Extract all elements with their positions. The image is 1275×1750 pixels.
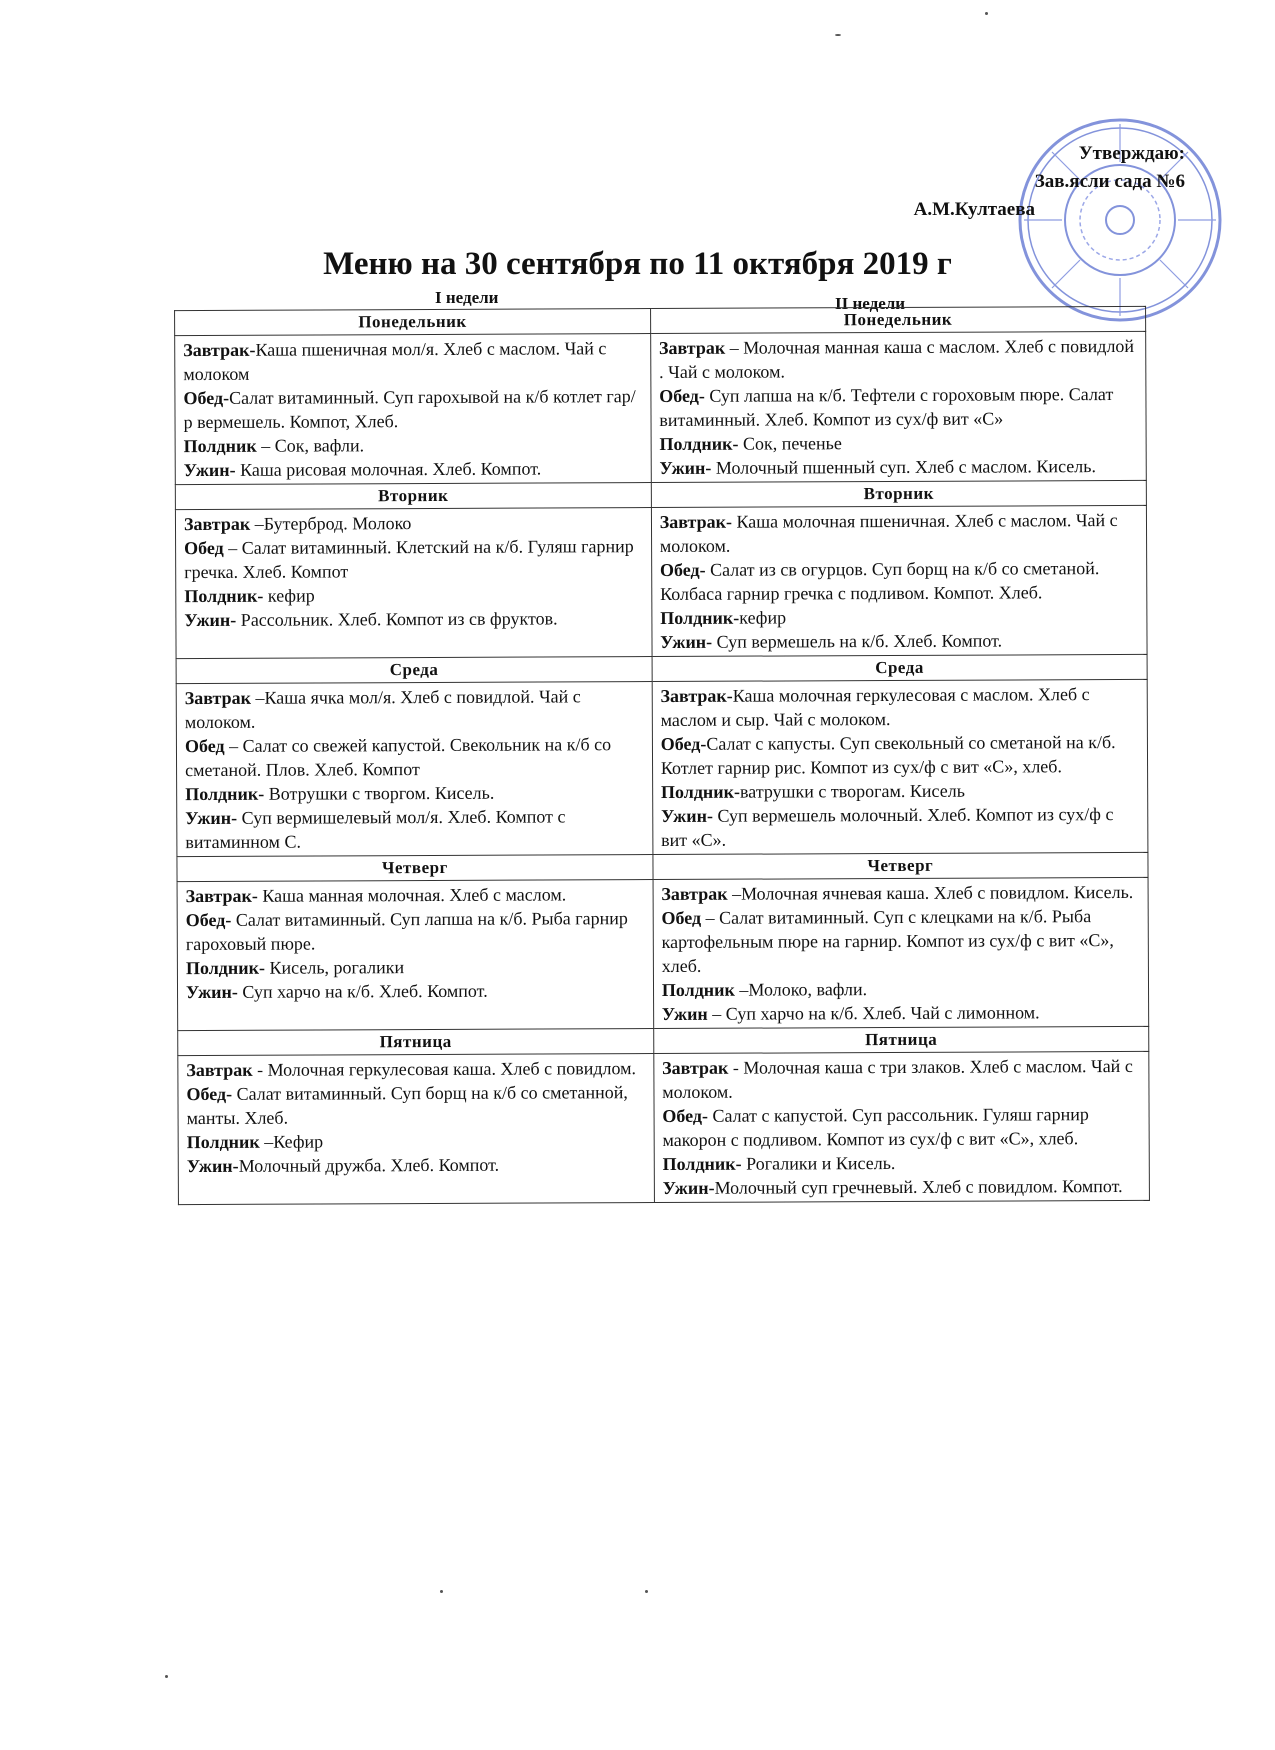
day-name-week-2: Среда <box>652 654 1147 681</box>
menu-cell-week2 <box>652 679 1148 854</box>
meal-text: – Сок, вафли. <box>256 435 365 456</box>
week-1-label: I недели <box>435 288 499 307</box>
meal-text: Салат витаминный. Суп борщ на к/б со сметанной, манты. Хлеб. <box>186 1082 628 1129</box>
meal-label: Обед- <box>186 1083 233 1105</box>
meal-entry <box>663 1150 1141 1176</box>
meal-entry <box>186 978 645 1004</box>
meal-entry <box>184 432 643 458</box>
day-menu-row <box>175 505 1147 658</box>
meal-label: Обед <box>184 735 225 757</box>
menu-table <box>174 306 1150 1205</box>
meal-label: Полдник <box>183 435 257 457</box>
meal-text: Молочный дружба. Хлеб. Компот. <box>238 1154 500 1176</box>
meal-text: Каша пшеничная мол/я. Хлеб с маслом. Чай с молоком <box>183 338 607 385</box>
meal-label: Ужин- <box>185 981 238 1003</box>
meal-entry <box>185 684 644 734</box>
meal-entry <box>659 454 1137 480</box>
meal-label: Ужин- <box>661 805 713 827</box>
day-name-week-2: Четверг <box>653 852 1148 879</box>
meal-text: – Молочная манная каша с маслом. Хлеб с повидлой . Чай с молоком. <box>659 335 1135 383</box>
meal-text: Суп вермешель на к/б. Хлеб. Компот. <box>712 630 1003 652</box>
meal-entry <box>187 1128 646 1154</box>
menu-cell-week2 <box>650 331 1146 482</box>
meal-entry <box>186 882 645 908</box>
meal-label: Полдник- <box>185 783 265 805</box>
meal-label: Завтрак- <box>659 511 733 533</box>
meal-entry <box>187 1152 646 1178</box>
meal-text: кефир <box>739 607 787 628</box>
meal-text: Вотрушки с творгом. Кисель. <box>264 782 495 804</box>
meal-label: Полдник <box>186 1131 260 1153</box>
meal-label: Ужин- <box>659 457 712 479</box>
meal-entry <box>661 802 1139 852</box>
meal-entry <box>183 384 642 434</box>
scan-speck <box>440 1590 443 1593</box>
meal-label: Завтрак <box>183 513 251 535</box>
meal-label: Завтрак- <box>183 339 256 361</box>
meal-label: Полдник- <box>184 585 264 607</box>
meal-label: Ужин- <box>185 807 238 829</box>
meal-label: Завтрак <box>661 883 728 905</box>
meal-entry <box>661 880 1139 906</box>
scan-speck <box>645 1590 648 1593</box>
meal-label: Полдник- <box>660 607 740 629</box>
meal-entry <box>186 906 645 956</box>
menu-cell-week2 <box>651 505 1147 656</box>
meal-text: Суп вермишелевый мол/я. Хлеб. Компот с витаминном С. <box>185 806 566 853</box>
meal-text: кефир <box>263 585 315 606</box>
menu-cell-week1 <box>175 508 651 659</box>
meal-entry <box>663 1174 1141 1200</box>
meal-text: Салат с капустой. Суп рассольник. Гуляш гарнир макорон с подливом. Компот из сух/ф с вит «С», хлеб. <box>662 1104 1089 1151</box>
day-menu-row <box>176 679 1148 856</box>
day-name-week-2: Пятница <box>653 1026 1148 1053</box>
meal-text: –Молочная ячневая каша. Хлеб с повидлом. Кисель. <box>727 881 1134 904</box>
meal-label: Ужин- <box>183 459 236 481</box>
meal-text: Салат витаминный. Суп гарохывой на к/б котлет гар/р вермешель. Компот, Хлеб. <box>183 386 636 433</box>
meal-text: Салат витаминный. Суп лапша на к/б. Рыба гарнир гароховый пюре. <box>185 908 628 955</box>
meal-text: Рогалики и Кисель. <box>741 1152 896 1174</box>
meal-entry <box>659 334 1137 384</box>
approval-position: Зав.ясли сада №6 <box>1034 171 1185 192</box>
day-name-week-2: Понедельник <box>650 306 1145 333</box>
meal-label: Завтрак- <box>660 685 733 707</box>
meal-label: Обед <box>184 537 224 559</box>
day-name-week-1: Пятница <box>178 1029 654 1056</box>
meal-label: Обед <box>661 907 702 929</box>
meal-text: Кисель, рогалики <box>264 957 405 978</box>
meal-text: – Салат витаминный. Клетский на к/б. Гуляш гарнир гречка. Хлеб. Компот <box>184 536 634 583</box>
meal-entry <box>662 1102 1140 1152</box>
scan-speck <box>165 1675 168 1678</box>
day-name-week-1: Вторник <box>175 483 651 510</box>
menu-cell-week1 <box>178 1054 654 1205</box>
day-name-week-1: Среда <box>176 657 652 684</box>
meal-label: Завтрак <box>186 1059 253 1081</box>
approval-signatory: А.М.Култаева <box>913 199 1035 220</box>
meal-text: Сок, печенье <box>738 433 842 454</box>
menu-cell-week2 <box>653 877 1149 1028</box>
meal-text: ватрушки с творогам. Кисель <box>739 780 965 802</box>
meal-entry <box>660 508 1138 558</box>
meal-text: Салат с капусты. Суп свекольный со сметаной на к/б. Котлет гарнир рис. Компот из сух/ф с вит «С», хлеб. <box>660 732 1116 779</box>
meal-label: Ужин <box>661 1003 708 1025</box>
meal-text: Салат из св огурцов. Суп борщ на к/б со сметаной. Колбаса гарнир гречка с подливом. Компот. Хлеб. <box>660 558 1100 605</box>
meal-entry <box>185 780 644 806</box>
day-name-week-1: Четверг <box>177 855 653 882</box>
meal-entry <box>184 606 643 632</box>
meal-text: –Молоко, вафли. <box>734 979 868 1000</box>
meal-entry <box>662 1054 1140 1104</box>
meal-entry <box>185 804 644 854</box>
meal-text: Суп вермешель молочный. Хлеб. Компот из сух/ф с вит «С». <box>661 804 1114 851</box>
meal-label: Обед- <box>662 1105 709 1127</box>
meal-entry <box>184 534 643 584</box>
day-menu-row <box>175 331 1147 484</box>
meal-label: Обед- <box>659 385 705 407</box>
meal-entry <box>661 730 1139 780</box>
meal-entry <box>659 382 1137 432</box>
meal-text: - Молочная каша с три злаков. Хлеб с маслом. Чай с молоком. <box>662 1055 1133 1103</box>
meal-text: Каша молочная пшеничная. Хлеб с маслом. Чай с молоком. <box>659 510 1118 557</box>
meal-entry <box>184 510 643 536</box>
scan-speck <box>985 12 988 15</box>
meal-entry <box>660 682 1138 732</box>
approval-block <box>914 140 1185 224</box>
meal-text: Суп лапша на к/б. Тефтели с гороховым пюре. Салат витаминный. Хлеб. Компот из сух/ф вит «С» <box>659 384 1114 431</box>
meal-text: – Салат витаминный. Суп с клецками на к/б. Рыба картофельным пюре на гарнир. Компот из сух/ф с вит «С», хлеб. <box>661 906 1114 977</box>
meal-label: Завтрак <box>184 687 252 709</box>
meal-text: –Кефир <box>259 1131 324 1152</box>
meal-entry <box>183 336 642 386</box>
meal-entry <box>186 1056 645 1082</box>
menu-cell-week1 <box>177 880 653 1031</box>
meal-text: Каша молочная геркулесовая с маслом. Хлеб с маслом и сыр. Чай с молоком. <box>660 684 1090 731</box>
meal-text: Суп харчо на к/б. Хлеб. Компот. <box>237 980 488 1002</box>
meal-entry <box>660 556 1138 606</box>
meal-label: Завтрак- <box>185 885 258 907</box>
day-menu-row <box>178 1051 1150 1204</box>
meal-label: Полдник- <box>662 1153 742 1175</box>
meal-text: - Молочная геркулесовая каша. Хлеб с повидлом. <box>252 1058 637 1080</box>
day-name-week-2: Вторник <box>651 480 1146 507</box>
meal-entry <box>186 1080 645 1130</box>
menu-cell-week1 <box>176 682 653 857</box>
meal-text: –Каша ячка мол/я. Хлеб с повидлой. Чай с молоком. <box>184 686 581 733</box>
meal-entry <box>661 904 1140 978</box>
meal-entry <box>184 582 643 608</box>
meal-label: Обед- <box>185 909 232 931</box>
meal-text: Каша рисовая молочная. Хлеб. Компот. <box>235 458 542 480</box>
meal-text: Каша манная молочная. Хлеб с маслом. <box>257 884 567 906</box>
approval-heading: Утверждаю: <box>1078 143 1185 164</box>
menu-cell-week1 <box>175 334 651 485</box>
meal-text: – Суп харчо на к/б. Хлеб. Чай с лимонном. <box>707 1002 1040 1024</box>
menu-cell-week2 <box>654 1051 1150 1202</box>
meal-label: Ужин- <box>662 1177 715 1199</box>
meal-entry <box>186 954 645 980</box>
week-2-label: II недели <box>835 294 906 313</box>
meal-label: Завтрак <box>662 1057 729 1079</box>
meal-label: Завтрак <box>658 337 726 359</box>
meal-label: Ужин- <box>660 631 713 653</box>
meal-text: Рассольник. Хлеб. Компот из св фруктов. <box>236 608 558 630</box>
meal-text: – Салат со свежей капустой. Свекольник на к/б со сметаной. Плов. Хлеб. Компот <box>185 734 612 781</box>
meal-entry <box>660 604 1138 630</box>
meal-label: Ужин- <box>184 609 237 631</box>
meal-label: Полдник- <box>660 781 741 803</box>
meal-label: Полдник <box>661 979 735 1001</box>
meal-label: Полдник- <box>659 433 739 455</box>
meal-text: Молочный пшенный суп. Хлеб с маслом. Кисель. <box>711 456 1096 478</box>
meal-text: –Бутерброд. Молоко <box>250 513 412 534</box>
day-menu-row <box>177 877 1149 1030</box>
meal-entry <box>184 456 643 482</box>
meal-entry <box>659 430 1137 456</box>
meal-label: Обед- <box>659 559 706 581</box>
meal-text: Молочный суп гречневый. Хлеб с повидлом. Компот. <box>714 1175 1123 1198</box>
meal-entry <box>662 976 1140 1002</box>
day-name-week-1: Понедельник <box>175 309 651 336</box>
page-title: Меню на 30 сентября по 11 октября 2019 г <box>323 246 952 282</box>
meal-entry <box>661 778 1139 804</box>
meal-label: Полдник- <box>185 957 266 979</box>
meal-entry <box>660 628 1138 654</box>
meal-label: Ужин- <box>186 1155 239 1177</box>
meal-entry <box>185 732 644 782</box>
meal-label: Обед- <box>660 733 707 755</box>
meal-label: Обед- <box>183 387 230 409</box>
scan-speck <box>835 34 841 36</box>
meal-entry <box>662 1000 1140 1026</box>
